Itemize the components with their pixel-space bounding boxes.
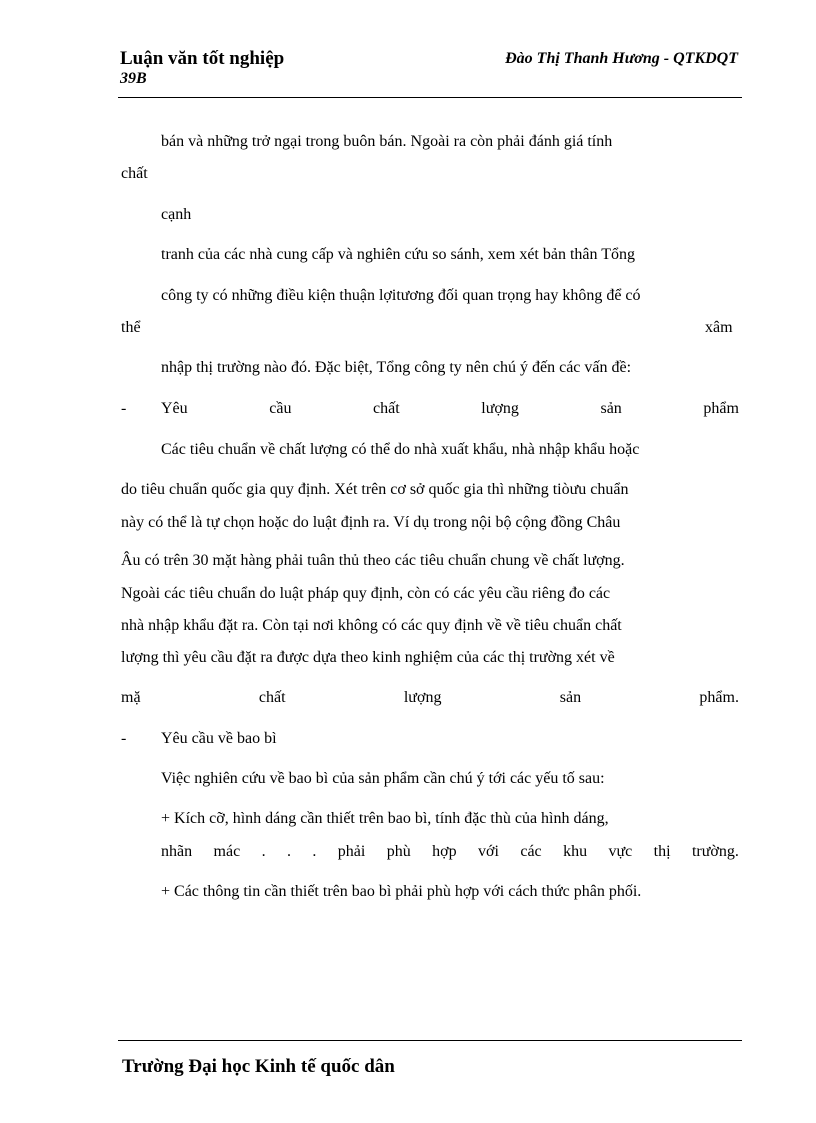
q3-word: thị <box>653 843 671 860</box>
body-line-4: tranh của các nhà cung cấp và nghiên cứu so sánh, xem xét bản thân Tổng <box>161 246 635 263</box>
body-line-6a: thể <box>121 319 141 336</box>
p8-word: sản <box>559 689 582 706</box>
thesis-title: Luận văn tốt nghiệp <box>120 48 285 69</box>
q3-word: khu <box>563 843 588 860</box>
b1-word: chất <box>373 400 400 417</box>
q3-word: phải <box>337 843 366 860</box>
body-line-1: bán và những trở ngại trong buôn bán. Ngoài ra còn phải đánh giá tính <box>161 133 613 150</box>
para-line-6: nhà nhập khẩu đặt ra. Còn tại nơi không có các quy định về về tiêu chuẩn chất <box>121 617 622 634</box>
q3-word: nhãn <box>161 843 193 860</box>
para-line-4: Âu có trên 30 mặt hàng phải tuân thủ theo các tiêu chuẩn chung về chất lượng. <box>121 552 625 569</box>
para-line-5: Ngoài các tiêu chuẩn do luật pháp quy định, còn có các yêu cầu riêng đo các <box>121 585 611 602</box>
header-rule <box>118 97 742 98</box>
para-line-1: Các tiêu chuẩn về chất lượng có thể do nhà xuất khẩu, nhà nhập khẩu hoặc <box>161 441 640 458</box>
body-line-2: chất <box>121 165 148 182</box>
p8-word: chất <box>258 689 286 706</box>
q3-word: hợp <box>432 843 457 860</box>
footer-rule <box>118 1040 742 1041</box>
b1-word: Yêu <box>161 400 188 417</box>
q3-word: . <box>312 843 317 860</box>
q3-word: . <box>261 843 266 860</box>
bullet-dash-1: - <box>121 400 127 417</box>
body-line-3: cạnh <box>161 206 192 223</box>
bullet-2-heading: Yêu cầu về bao bì <box>161 730 277 747</box>
footer-school: Trường Đại học Kinh tế quốc dân <box>122 1056 395 1077</box>
para-line-8 <box>121 688 739 708</box>
b1-word: lượng <box>481 400 519 417</box>
body-line-6b: xâm <box>705 319 733 336</box>
bullet-dash-2: - <box>121 730 127 747</box>
p8-word: mặ <box>121 689 141 706</box>
q3-word: với <box>478 843 499 860</box>
packaging-line-4: + Các thông tin cần thiết trên bao bì phải phù hợp với cách thức phân phối. <box>161 883 642 900</box>
class-code: 39B <box>120 70 147 87</box>
author-name: Đào Thị Thanh Hương - QTKDQT <box>505 50 738 67</box>
b1-word: cầu <box>269 400 292 417</box>
q3-word: vực <box>608 843 633 860</box>
body-line-7: nhập thị trường nào đó. Đặc biệt, Tổng công ty nên chú ý đến các vấn đề: <box>161 359 632 376</box>
p8-word: phẩm. <box>699 689 739 706</box>
para-line-7: lượng thì yêu cầu đặt ra được dựa theo kinh nghiệm của các thị trường xét về <box>121 649 615 666</box>
body-line-5: công ty có những điều kiện thuận lợitương đối quan trọng hay không để có <box>161 287 641 304</box>
q3-word: phù <box>386 843 411 860</box>
page-header <box>120 48 740 88</box>
p8-word: lượng <box>403 689 442 706</box>
packaging-line-3 <box>161 842 739 862</box>
packaging-line-2: + Kích cỡ, hình dáng cần thiết trên bao bì, tính đặc thù của hình dáng, <box>161 810 609 827</box>
bullet-1-heading <box>161 399 739 419</box>
para-line-3: này có thể là tự chọn hoặc do luật định ra. Ví dụ trong nội bộ cộng đồng Châu <box>121 514 621 531</box>
q3-word: . <box>286 843 291 860</box>
q3-word: trường. <box>691 843 739 860</box>
q3-word: các <box>520 843 542 860</box>
packaging-line-1: Việc nghiên cứu về bao bì của sản phẩm cần chú ý tới các yếu tố sau: <box>161 770 605 787</box>
q3-word: mác <box>213 843 241 860</box>
b1-word: phẩm <box>703 400 739 417</box>
b1-word: sản <box>600 400 622 417</box>
para-line-2: do tiêu chuẩn quốc gia quy định. Xét trên cơ sở quốc gia thì những tiòưu chuẩn <box>121 481 629 498</box>
